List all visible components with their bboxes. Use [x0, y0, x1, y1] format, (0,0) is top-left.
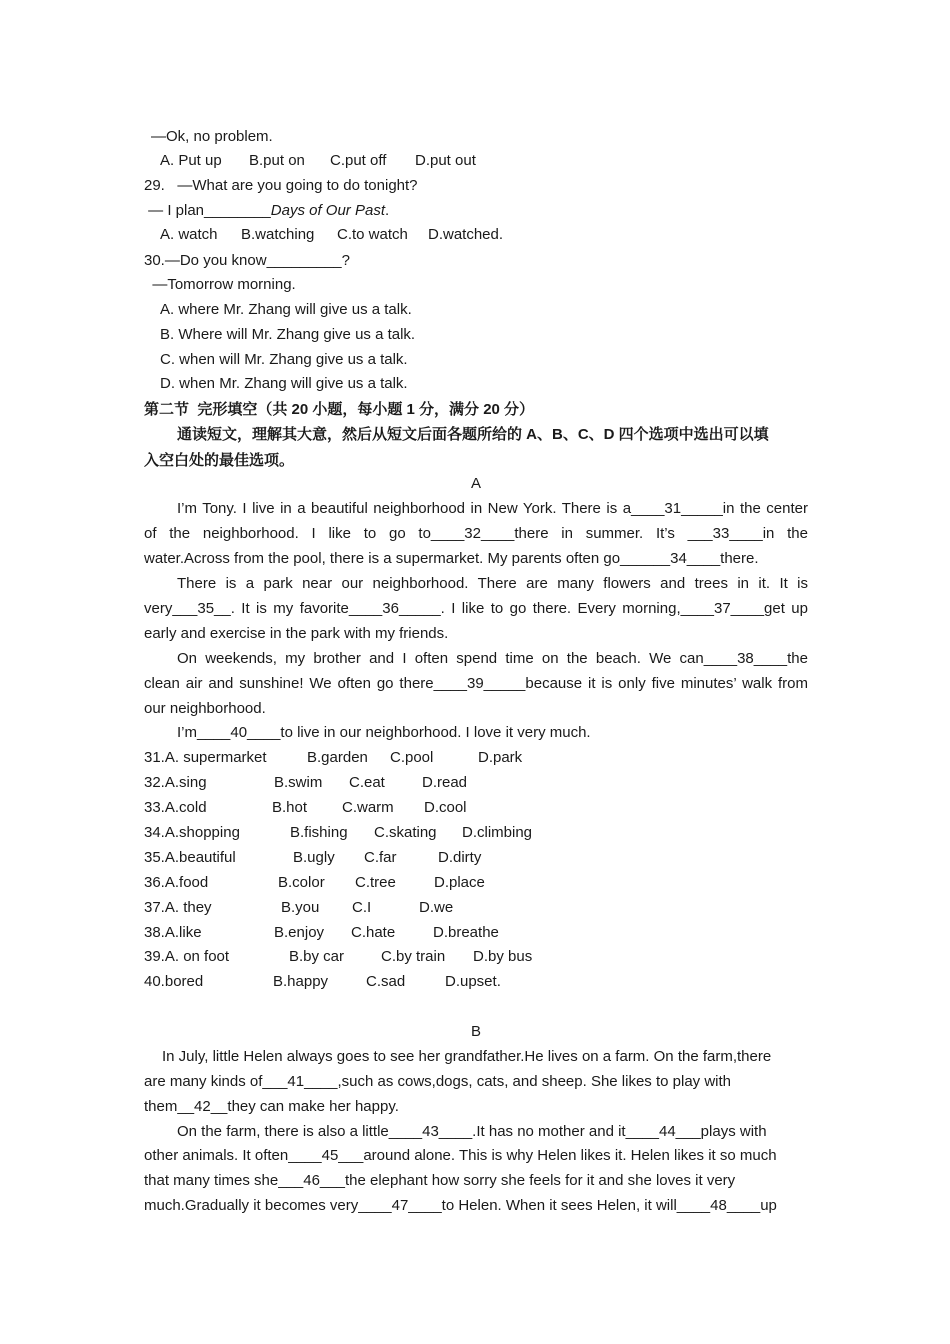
section-instruction-2: 入空白处的最佳选项。: [144, 452, 295, 469]
question-35-option-c[interactable]: C.far: [364, 849, 397, 866]
question-39-option-b[interactable]: B.by car: [289, 948, 345, 965]
question-row: [144, 820, 808, 845]
passage-b-line: other animals. It often____45___around alone. This is why Helen likes it. Helen likes it so much: [144, 1147, 777, 1164]
passage-a-label: A: [470, 475, 481, 492]
question-34-option-b[interactable]: B.fishing: [290, 824, 348, 841]
q29-option-a[interactable]: A. watch: [160, 226, 218, 243]
passage-a-line: On weekends, my brother and I often spend time on the beach. We can____38____the: [177, 650, 808, 667]
question-40-option-a[interactable]: 40.bored: [144, 973, 204, 990]
passage-a-line: There is a park near our neighborhood. There are many flowers and trees in it. It is: [177, 575, 808, 592]
question-33-option-d[interactable]: D.cool: [424, 799, 467, 816]
question-40-option-b[interactable]: B.happy: [273, 973, 329, 990]
question-39-option-c[interactable]: C.by train: [381, 948, 446, 965]
q28-option-c[interactable]: C.put off: [330, 152, 387, 169]
question-34-option-a[interactable]: 34.A.shopping: [144, 824, 240, 841]
q28-option-d[interactable]: D.put out: [415, 152, 476, 169]
question-32-option-a[interactable]: 32.A.sing: [144, 774, 207, 791]
question-40-option-c[interactable]: C.sad: [366, 973, 406, 990]
question-33-option-a[interactable]: 33.A.cold: [144, 799, 207, 816]
question-32-option-c[interactable]: C.eat: [349, 774, 385, 791]
question-row: [144, 795, 808, 820]
q29-reply-suffix: .: [385, 202, 390, 219]
section-heading: 第二节 完形填空（共 20 小题，每小题 1 分，满分 20 分）: [144, 401, 535, 418]
q30-stem: 30.—Do you know_________?: [144, 252, 350, 269]
passage-b-line: On the farm, there is also a little____43____.It has no mother and it____44___plays with: [177, 1123, 767, 1140]
passage-b-line: that many times she___46___the elephant how sorry she feels for it and she loves it very: [144, 1172, 736, 1189]
question-row: [144, 944, 808, 969]
question-32-option-b[interactable]: B.swim: [274, 774, 323, 791]
question-36-option-a[interactable]: 36.A.food: [144, 874, 209, 891]
q28-options: [144, 148, 808, 173]
question-row: [144, 845, 808, 870]
question-34-option-d[interactable]: D.climbing: [462, 824, 533, 841]
passage-b-line: In July, little Helen always goes to see her grandfather.He lives on a farm. On the farm,there: [162, 1048, 772, 1065]
passage-a-line: I’m Tony. I live in a beautiful neighborhood in New York. There is a____31_____in the center: [177, 500, 808, 517]
passage-a-line: of the neighborhood. I like to go to____32____there in summer. It’s ___33____in the: [144, 525, 808, 542]
q29-stem: 29. —What are you going to do tonight?: [144, 177, 418, 194]
question-33-option-c[interactable]: C.warm: [342, 799, 394, 816]
q28-option-a[interactable]: A. Put up: [160, 152, 222, 169]
question-39-option-a[interactable]: 39.A. on foot: [144, 948, 230, 965]
question-38-option-b[interactable]: B.enjoy: [274, 924, 325, 941]
q30-option-a[interactable]: A. where Mr. Zhang will give us a talk.: [160, 301, 412, 318]
question-31-option-a[interactable]: 31.A. supermarket: [144, 749, 267, 766]
question-35-option-d[interactable]: D.dirty: [438, 849, 482, 866]
passage-b-line: are many kinds of___41____,such as cows,dogs, cats, and sheep. She likes to play with: [144, 1073, 732, 1090]
question-36-option-b[interactable]: B.color: [278, 874, 325, 891]
question-31-option-c[interactable]: C.pool: [390, 749, 434, 766]
q29-option-d[interactable]: D.watched.: [428, 226, 504, 243]
q29-reply: [144, 198, 808, 223]
question-31-option-b[interactable]: B.garden: [307, 749, 368, 766]
q29-option-c[interactable]: C.to watch: [337, 226, 408, 243]
passage-a-line: clean air and sunshine! We often go there____39_____because it is only five minutes’ walk from: [144, 675, 808, 692]
passage-a-line: I’m____40____to live in our neighborhood. I love it very much.: [177, 724, 591, 741]
question-38-option-a[interactable]: 38.A.like: [144, 924, 202, 941]
question-row: [144, 745, 808, 770]
q30-reply: —Tomorrow morning.: [144, 276, 296, 293]
q29-reply-prefix: — I plan________: [144, 202, 271, 219]
q28-reply: —Ok, no problem.: [151, 128, 273, 145]
q30-option-c[interactable]: C. when will Mr. Zhang give us a talk.: [160, 351, 408, 368]
question-38-option-c[interactable]: C.hate: [351, 924, 396, 941]
q28-option-b[interactable]: B.put on: [249, 152, 305, 169]
question-33-option-b[interactable]: B.hot: [272, 799, 308, 816]
question-row: [144, 969, 808, 994]
passage-a-line: very___35__. It is my favorite____36_____. I like to go there. Every morning,____37____get up: [144, 600, 808, 617]
question-38-option-d[interactable]: D.breathe: [433, 924, 499, 941]
question-34-option-c[interactable]: C.skating: [374, 824, 437, 841]
question-31-option-d[interactable]: D.park: [478, 749, 523, 766]
passage-b-label: B: [470, 1023, 481, 1040]
question-40-option-d[interactable]: D.upset.: [445, 973, 501, 990]
question-37-option-b[interactable]: B.you: [281, 899, 320, 916]
passage-a-line: water.Across from the pool, there is a supermarket. My parents often go______34____there.: [144, 550, 759, 567]
question-row: [144, 920, 808, 945]
q30-option-b[interactable]: B. Where will Mr. Zhang give us a talk.: [160, 326, 416, 343]
question-row: [144, 895, 808, 920]
passage-a-line: our neighborhood.: [144, 700, 266, 717]
passage-a-line: early and exercise in the park with my friends.: [144, 625, 449, 642]
question-35-option-a[interactable]: 35.A.beautiful: [144, 849, 236, 866]
passage-b-line: them__42__they can make her happy.: [144, 1098, 399, 1115]
q29-options: [144, 222, 808, 247]
question-39-option-d[interactable]: D.by bus: [473, 948, 533, 965]
passage-b-line: much.Gradually it becomes very____47____to Helen. When it sees Helen, it will____48____up: [144, 1197, 777, 1214]
q29-reply-title: Days of Our Past: [270, 202, 385, 219]
question-36-option-c[interactable]: C.tree: [355, 874, 396, 891]
question-row: [144, 770, 808, 795]
q30-option-d[interactable]: D. when Mr. Zhang will give us a talk.: [160, 375, 408, 392]
q29-option-b[interactable]: B.watching: [241, 226, 315, 243]
question-row: [144, 870, 808, 895]
question-37-option-c[interactable]: C.I: [352, 899, 372, 916]
question-37-option-a[interactable]: 37.A. they: [144, 899, 212, 916]
question-36-option-d[interactable]: D.place: [434, 874, 485, 891]
question-35-option-b[interactable]: B.ugly: [293, 849, 335, 866]
section-instruction-1: 通读短文，理解其大意，然后从短文后面各题所给的 A、B、C、D 四个选项中选出可以填: [177, 426, 769, 443]
question-32-option-d[interactable]: D.read: [422, 774, 468, 791]
question-37-option-d[interactable]: D.we: [419, 899, 454, 916]
